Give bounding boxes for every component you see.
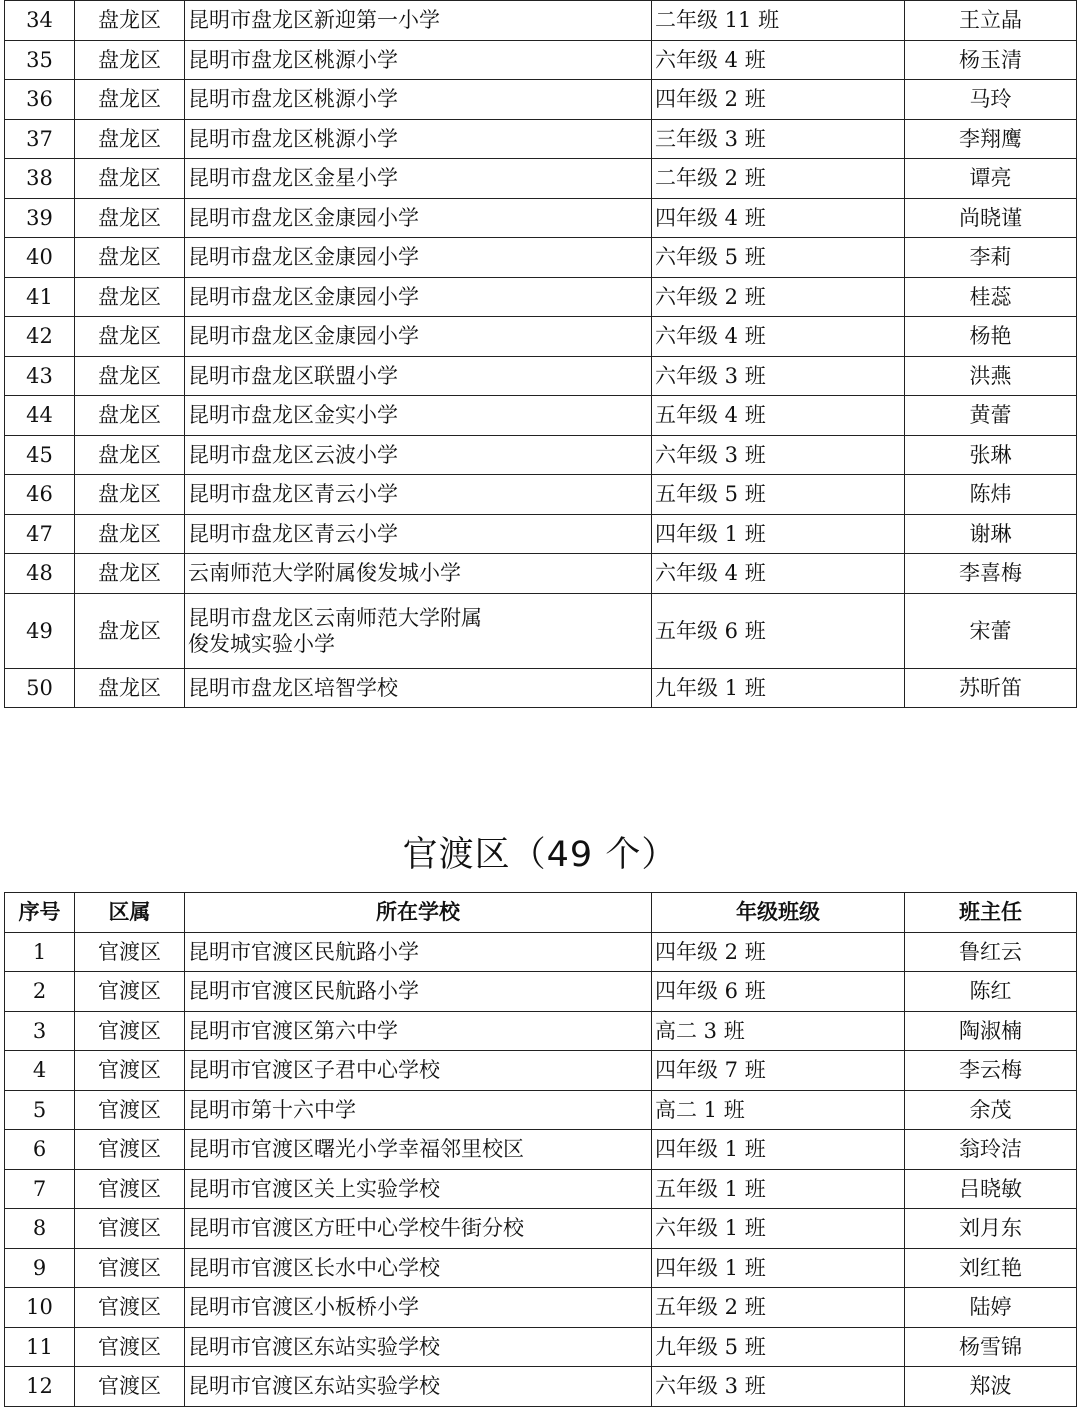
grade-class-cell: 五年级 2 班 [652,1288,905,1328]
table-row [5,554,1077,594]
table-row [5,475,1077,515]
head-teacher-cell: 杨玉清 [905,40,1077,80]
head-teacher-cell: 杨艳 [905,317,1077,357]
head-teacher-cell: 宋蕾 [905,593,1077,668]
head-teacher-cell: 洪燕 [905,356,1077,396]
head-teacher-cell: 苏昕笛 [905,668,1077,708]
row-number: 36 [5,80,75,120]
district-cell: 盘龙区 [75,238,185,278]
grade-class-cell: 六年级 3 班 [652,435,905,475]
head-teacher-cell: 吕晓敏 [905,1169,1077,1209]
district-cell: 盘龙区 [75,159,185,199]
head-teacher-cell: 李翔鹰 [905,119,1077,159]
head-teacher-cell: 谭亮 [905,159,1077,199]
district-cell: 盘龙区 [75,396,185,436]
row-number: 45 [5,435,75,475]
row-number: 41 [5,277,75,317]
grade-class-cell: 三年级 3 班 [652,119,905,159]
grade-class-cell: 四年级 1 班 [652,1130,905,1170]
school-cell: 昆明市盘龙区金康园小学 [185,277,652,317]
grade-class-cell: 四年级 1 班 [652,1248,905,1288]
grade-class-cell: 六年级 2 班 [652,277,905,317]
district-cell: 官渡区 [75,1169,185,1209]
district-cell: 盘龙区 [75,435,185,475]
district-cell: 官渡区 [75,1327,185,1367]
table-row [5,1209,1077,1249]
school-cell: 昆明市盘龙区联盟小学 [185,356,652,396]
grade-class-cell: 二年级 2 班 [652,159,905,199]
table-row [5,396,1077,436]
grade-class-cell: 五年级 1 班 [652,1169,905,1209]
table-row [5,1327,1077,1367]
head-teacher-cell: 王立晶 [905,1,1077,41]
table-row [5,198,1077,238]
grade-class-cell: 四年级 2 班 [652,80,905,120]
head-teacher-cell: 李云梅 [905,1051,1077,1091]
head-teacher-cell: 桂蕊 [905,277,1077,317]
district-cell: 盘龙区 [75,356,185,396]
school-cell: 云南师范大学附属俊发城小学 [185,554,652,594]
row-number: 48 [5,554,75,594]
table-row [5,119,1077,159]
row-number: 11 [5,1327,75,1367]
head-teacher-cell: 陶淑楠 [905,1011,1077,1051]
table-row [5,972,1077,1012]
row-number: 8 [5,1209,75,1249]
row-number: 35 [5,40,75,80]
school-cell [185,593,652,668]
row-number: 5 [5,1090,75,1130]
head-teacher-cell: 陈红 [905,972,1077,1012]
table-row [5,238,1077,278]
district-cell: 官渡区 [75,1051,185,1091]
guandu-table-body [5,932,1077,1406]
table-row [5,80,1077,120]
row-number: 42 [5,317,75,357]
district-cell: 盘龙区 [75,198,185,238]
school-cell: 昆明市盘龙区金康园小学 [185,198,652,238]
guandu-district-table [4,892,1077,1407]
row-number: 47 [5,514,75,554]
grade-class-cell: 六年级 5 班 [652,238,905,278]
district-cell: 盘龙区 [75,1,185,41]
head-teacher-cell: 李莉 [905,238,1077,278]
grade-class-cell: 六年级 1 班 [652,1209,905,1249]
grade-class-cell: 高二 1 班 [652,1090,905,1130]
school-cell: 昆明市盘龙区金康园小学 [185,317,652,357]
school-cell: 昆明市官渡区子君中心学校 [185,1051,652,1091]
school-cell: 昆明市盘龙区金康园小学 [185,238,652,278]
district-cell: 盘龙区 [75,317,185,357]
head-teacher-cell: 陆婷 [905,1288,1077,1328]
district-cell: 盘龙区 [75,119,185,159]
head-teacher-cell: 张琳 [905,435,1077,475]
school-cell: 昆明市盘龙区青云小学 [185,514,652,554]
header-district: 区属 [75,893,185,933]
head-teacher-cell: 李喜梅 [905,554,1077,594]
row-number: 6 [5,1130,75,1170]
district-cell: 盘龙区 [75,80,185,120]
row-number: 38 [5,159,75,199]
district-cell: 官渡区 [75,1248,185,1288]
table-header [5,893,1077,933]
row-number: 7 [5,1169,75,1209]
grade-class-cell: 六年级 3 班 [652,1367,905,1407]
head-teacher-cell: 杨雪锦 [905,1327,1077,1367]
panlong-table-body [5,1,1077,708]
school-cell: 昆明市官渡区东站实验学校 [185,1367,652,1407]
district-cell: 官渡区 [75,1011,185,1051]
grade-class-cell: 五年级 5 班 [652,475,905,515]
district-cell: 官渡区 [75,1130,185,1170]
table-row [5,40,1077,80]
row-number: 4 [5,1051,75,1091]
school-cell: 昆明市官渡区第六中学 [185,1011,652,1051]
row-number: 40 [5,238,75,278]
district-cell: 官渡区 [75,1367,185,1407]
row-number: 44 [5,396,75,436]
grade-class-cell: 九年级 5 班 [652,1327,905,1367]
row-number: 3 [5,1011,75,1051]
district-cell: 官渡区 [75,1209,185,1249]
table-row [5,1051,1077,1091]
district-cell: 官渡区 [75,972,185,1012]
row-number: 34 [5,1,75,41]
school-cell: 昆明市盘龙区桃源小学 [185,119,652,159]
district-cell: 盘龙区 [75,475,185,515]
head-teacher-cell: 谢琳 [905,514,1077,554]
head-teacher-cell: 刘月东 [905,1209,1077,1249]
school-cell: 昆明市盘龙区金星小学 [185,159,652,199]
school-cell: 昆明市官渡区东站实验学校 [185,1327,652,1367]
table-row [5,317,1077,357]
district-cell: 盘龙区 [75,668,185,708]
school-cell: 昆明市官渡区民航路小学 [185,932,652,972]
panlong-district-table [4,0,1077,708]
school-cell: 昆明市官渡区关上实验学校 [185,1169,652,1209]
grade-class-cell: 四年级 2 班 [652,932,905,972]
head-teacher-cell: 郑波 [905,1367,1077,1407]
head-teacher-cell: 鲁红云 [905,932,1077,972]
school-cell: 昆明市盘龙区桃源小学 [185,40,652,80]
row-number: 49 [5,593,75,668]
grade-class-cell: 四年级 1 班 [652,514,905,554]
school-cell: 昆明市盘龙区新迎第一小学 [185,1,652,41]
table-row [5,1288,1077,1328]
table-row [5,1248,1077,1288]
table-row [5,1169,1077,1209]
district-cell: 盘龙区 [75,40,185,80]
table-row [5,668,1077,708]
school-cell: 昆明市官渡区民航路小学 [185,972,652,1012]
table-row [5,1,1077,41]
table-row [5,435,1077,475]
table-row [5,356,1077,396]
table-row [5,1367,1077,1407]
grade-class-cell: 六年级 4 班 [652,554,905,594]
table-row [5,1011,1077,1051]
school-cell: 昆明市盘龙区云波小学 [185,435,652,475]
row-number: 46 [5,475,75,515]
school-cell: 昆明市官渡区曙光小学幸福邻里校区 [185,1130,652,1170]
table-row [5,159,1077,199]
grade-class-cell: 四年级 6 班 [652,972,905,1012]
head-teacher-cell: 余茂 [905,1090,1077,1130]
head-teacher-cell: 马玲 [905,80,1077,120]
school-name-line: 俊发城实验小学 [188,631,335,656]
row-number: 12 [5,1367,75,1407]
school-cell: 昆明市盘龙区青云小学 [185,475,652,515]
section-title: 官渡区（49 个） [402,835,678,875]
row-number: 2 [5,972,75,1012]
school-cell: 昆明市盘龙区培智学校 [185,668,652,708]
table-row [5,932,1077,972]
school-cell: 昆明市官渡区小板桥小学 [185,1288,652,1328]
school-name-line: 昆明市盘龙区云南师范大学附属 [188,605,482,630]
head-teacher-cell: 黄蕾 [905,396,1077,436]
row-number: 10 [5,1288,75,1328]
row-number: 43 [5,356,75,396]
row-number: 39 [5,198,75,238]
district-cell: 盘龙区 [75,554,185,594]
header-head-teacher: 班主任 [905,893,1077,933]
district-cell: 盘龙区 [75,593,185,668]
district-cell: 盘龙区 [75,277,185,317]
grade-class-cell: 四年级 7 班 [652,1051,905,1091]
head-teacher-cell: 尚晓谨 [905,198,1077,238]
row-number: 37 [5,119,75,159]
school-cell: 昆明市第十六中学 [185,1090,652,1130]
row-number: 50 [5,668,75,708]
row-number: 1 [5,932,75,972]
table-row [5,1090,1077,1130]
district-cell: 官渡区 [75,1090,185,1130]
grade-class-cell: 六年级 4 班 [652,317,905,357]
header-serial-number: 序号 [5,893,75,933]
grade-class-cell: 六年级 4 班 [652,40,905,80]
district-cell: 官渡区 [75,1288,185,1328]
school-cell: 昆明市官渡区长水中心学校 [185,1248,652,1288]
table-row [5,277,1077,317]
grade-class-cell: 五年级 4 班 [652,396,905,436]
district-cell: 盘龙区 [75,514,185,554]
grade-class-cell: 九年级 1 班 [652,668,905,708]
grade-class-cell: 六年级 3 班 [652,356,905,396]
district-cell: 官渡区 [75,932,185,972]
grade-class-cell: 二年级 11 班 [652,1,905,41]
head-teacher-cell: 陈炜 [905,475,1077,515]
header-school: 所在学校 [185,893,652,933]
row-number: 9 [5,1248,75,1288]
grade-class-cell: 高二 3 班 [652,1011,905,1051]
head-teacher-cell: 翁玲洁 [905,1130,1077,1170]
school-cell: 昆明市盘龙区桃源小学 [185,80,652,120]
school-cell: 昆明市官渡区方旺中心学校牛街分校 [185,1209,652,1249]
table-row [5,1130,1077,1170]
grade-class-cell: 五年级 6 班 [652,593,905,668]
head-teacher-cell: 刘红艳 [905,1248,1077,1288]
school-cell: 昆明市盘龙区金实小学 [185,396,652,436]
table-row [5,593,1077,668]
grade-class-cell: 四年级 4 班 [652,198,905,238]
header-row [5,893,1077,933]
table-row [5,514,1077,554]
header-grade-class: 年级班级 [652,893,905,933]
